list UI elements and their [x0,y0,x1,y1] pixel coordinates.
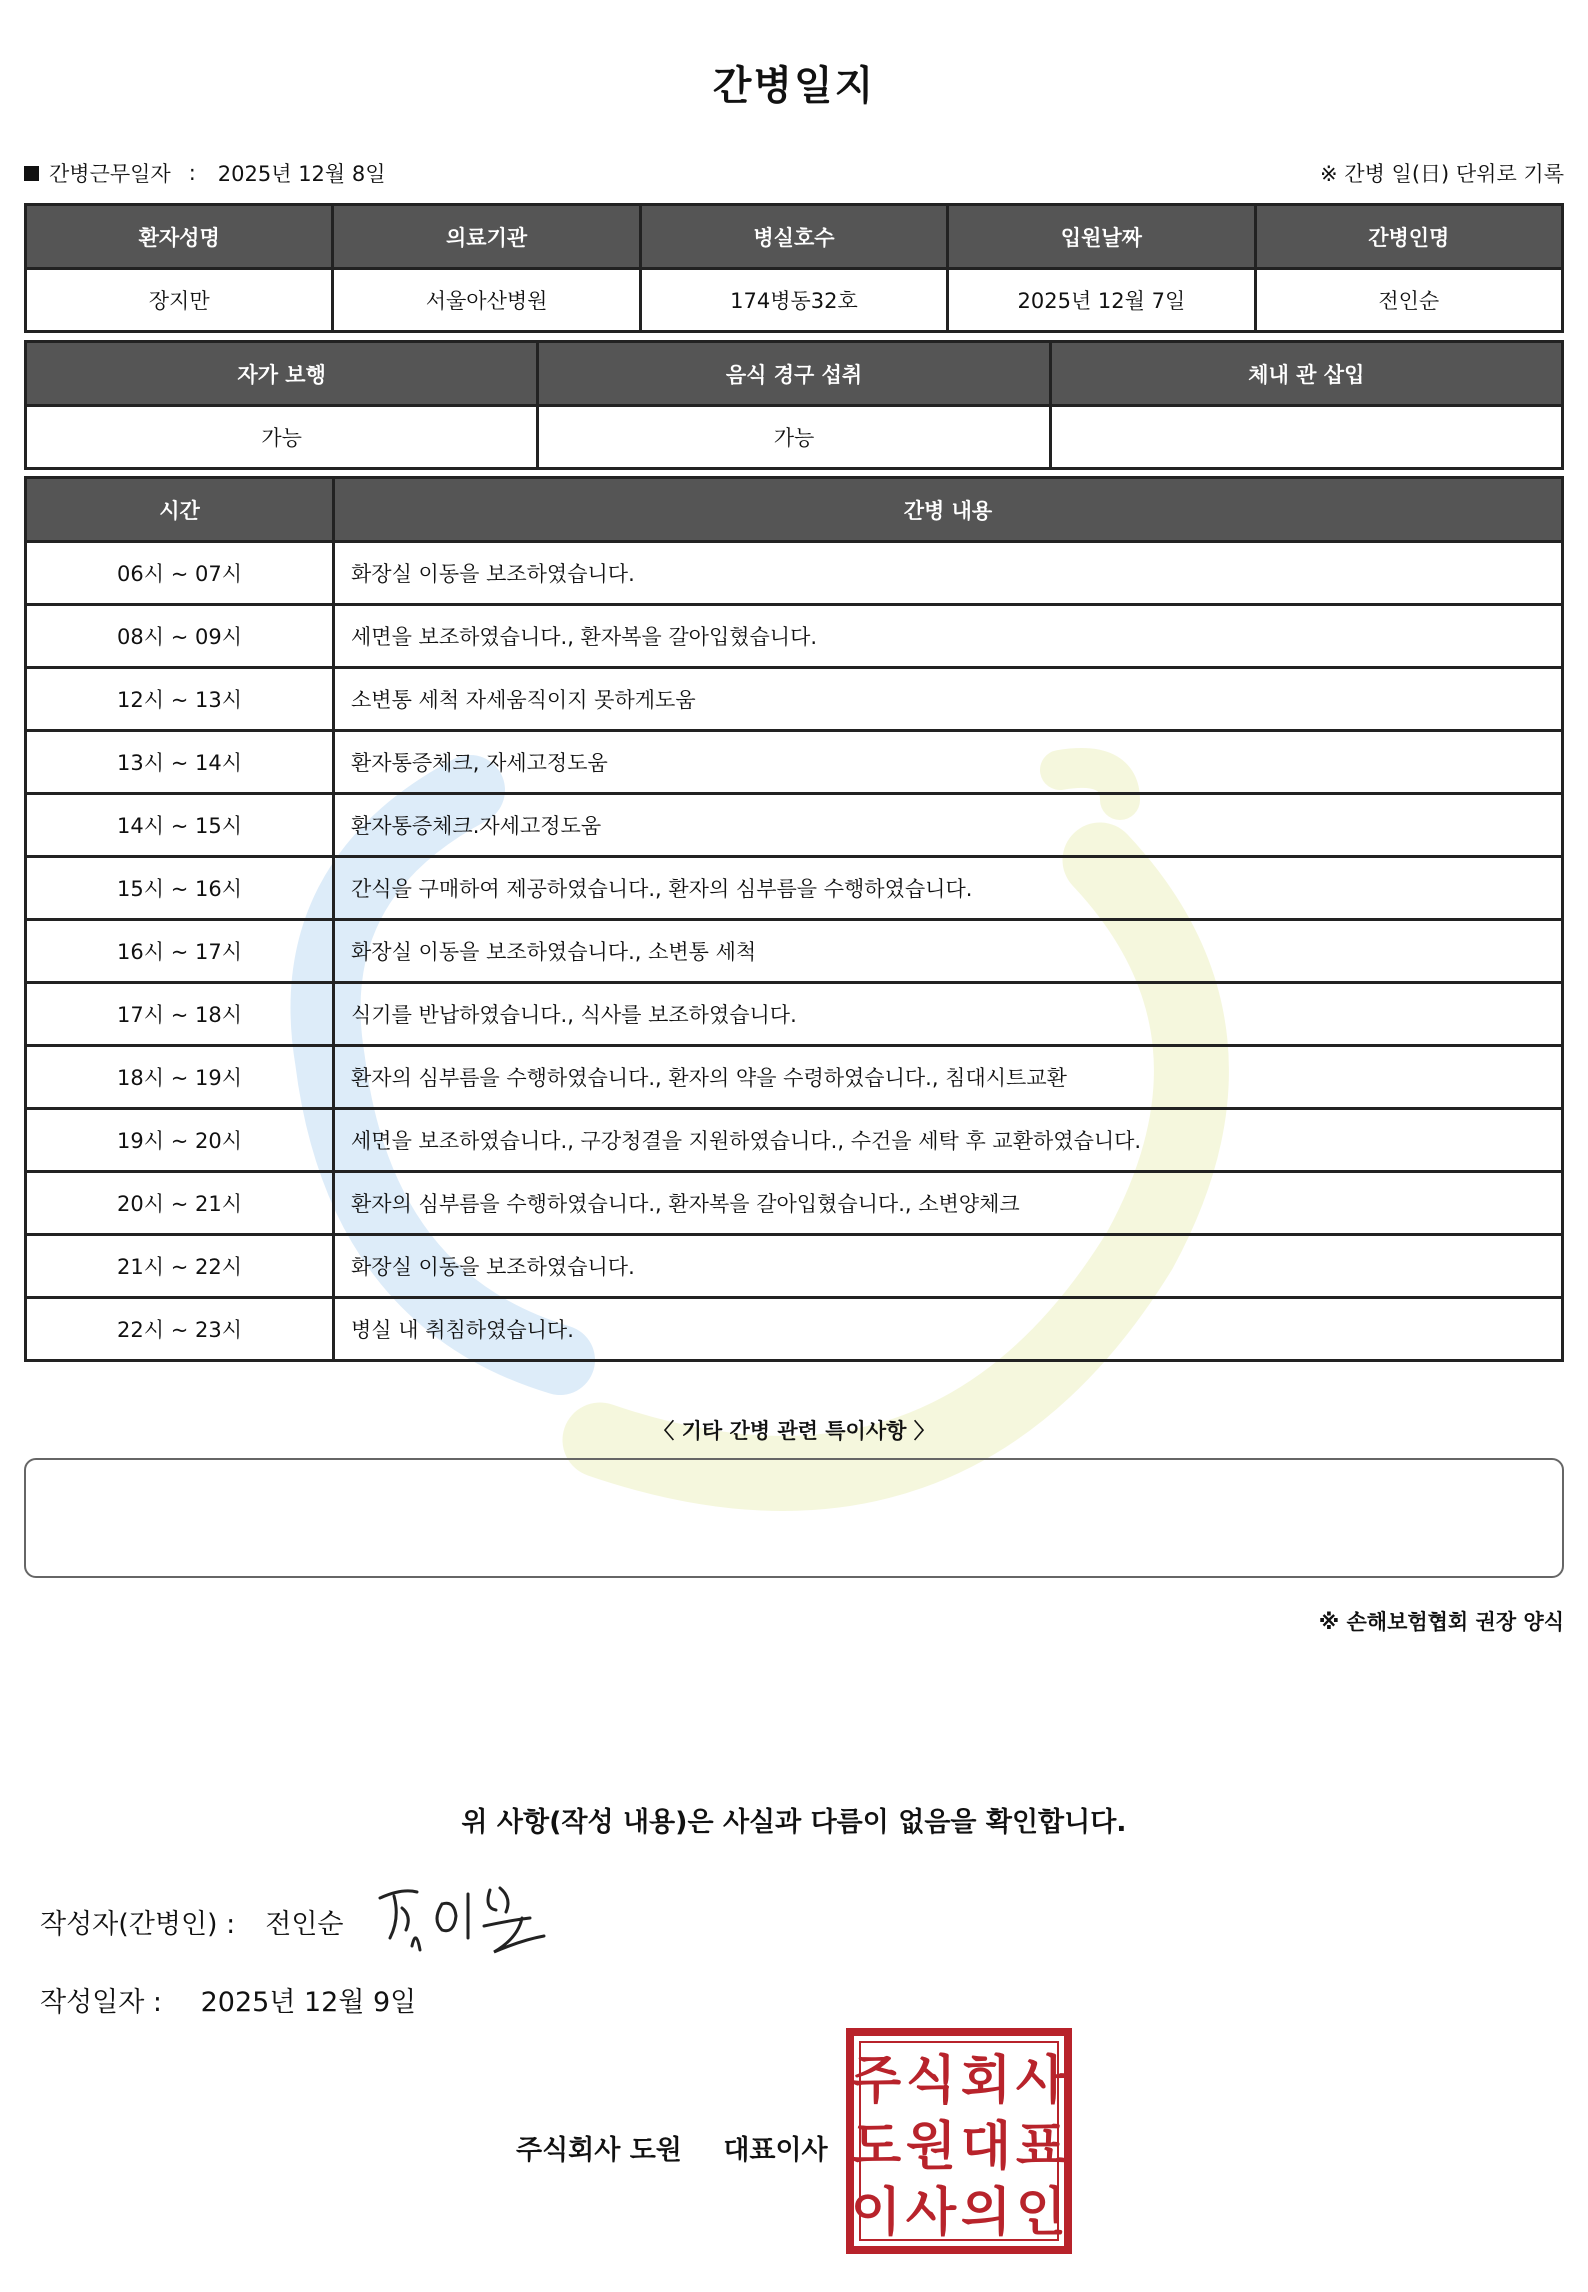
seal-character: 표 [1015,2117,1067,2177]
tube-insertion-value [1050,406,1562,469]
care-log-table [24,476,1564,1362]
handwritten-signature [372,1868,552,1958]
care-time: 08시 ~ 09시 [26,605,334,668]
header-hospital: 의료기관 [333,205,640,269]
room-number: 174병동32호 [640,269,947,332]
care-log-row [26,1298,1563,1361]
care-time: 19시 ~ 20시 [26,1109,334,1172]
care-log-row [26,983,1563,1046]
care-content: 환자의 심부름을 수행하였습니다., 환자복을 갈아입혔습니다., 소변양체크 [334,1172,1563,1235]
care-log-row [26,857,1563,920]
square-bullet-icon [24,166,39,181]
header-room: 병실호수 [640,205,947,269]
company-representative: 대표이사 [723,2135,828,2166]
seal-character: 대 [960,2117,1012,2177]
work-date-label: 간병근무일자 [49,162,171,186]
care-log-row [26,668,1563,731]
work-date-line [24,158,386,188]
writer-name: 전인순 [265,1909,344,1940]
care-log-header-row [26,478,1563,542]
care-content: 병실 내 취침하였습니다. [334,1298,1563,1361]
care-time: 06시 ~ 07시 [26,542,334,605]
seal-character: 원 [905,2117,957,2177]
care-content: 간식을 구매하여 제공하였습니다., 환자의 심부름을 수행하였습니다. [334,857,1563,920]
care-content: 세면을 보조하였습니다., 구강청결을 지원하였습니다., 수건을 세탁 후 교환하였습니다. [334,1109,1563,1172]
care-time: 17시 ~ 18시 [26,983,334,1046]
care-time: 12시 ~ 13시 [26,668,334,731]
hospital-name: 서울아산병원 [333,269,640,332]
care-time: 15시 ~ 16시 [26,857,334,920]
care-log-row [26,1172,1563,1235]
care-log-row [26,1046,1563,1109]
company-seal-stamp [846,2028,1072,2254]
seal-character: 인 [1015,2183,1067,2243]
written-date-label: 작성일자 : [40,1987,163,2018]
care-log-row [26,542,1563,605]
written-date-value: 2025년 12월 9일 [200,1987,417,2018]
care-log-row [26,1235,1563,1298]
seal-character: 주 [850,2051,902,2111]
patient-info-header-row [26,205,1563,269]
care-content: 화장실 이동을 보조하였습니다., 소변통 세척 [334,920,1563,983]
header-care-content: 간병 내용 [334,478,1563,542]
care-content: 세면을 보조하였습니다., 환자복을 갈아입혔습니다. [334,605,1563,668]
care-content: 화장실 이동을 보조하였습니다. [334,542,1563,605]
company-line [516,2128,828,2167]
care-time: 14시 ~ 15시 [26,794,334,857]
header-time: 시간 [26,478,334,542]
company-name: 주식회사 도원 [516,2135,682,2166]
care-log-row [26,731,1563,794]
header-oral-intake: 음식 경구 섭취 [538,342,1050,406]
care-time: 22시 ~ 23시 [26,1298,334,1361]
header-caregiver-name: 간병인명 [1255,205,1562,269]
patient-info-value-row [26,269,1563,332]
care-log-row [26,794,1563,857]
seal-character: 회 [960,2051,1012,2111]
status-header-row [26,342,1563,406]
work-date-colon: : [188,161,196,185]
patient-info-table [24,203,1564,333]
remarks-box [24,1458,1564,1578]
care-log-rows [26,542,1563,1361]
care-time: 21시 ~ 22시 [26,1235,334,1298]
header-admission-date: 입원날짜 [948,205,1255,269]
form-note: ※ 손해보험협회 권장 양식 [1318,1610,1564,1634]
seal-character: 사 [905,2183,957,2243]
oral-intake-value: 가능 [538,406,1050,469]
care-log-row [26,920,1563,983]
self-walking-value: 가능 [26,406,538,469]
care-log-row [26,605,1563,668]
seal-character: 이 [850,2183,902,2243]
admission-date: 2025년 12월 7일 [948,269,1255,332]
care-time: 13시 ~ 14시 [26,731,334,794]
header-tube-insertion: 체내 관 삽입 [1050,342,1562,406]
care-time: 18시 ~ 19시 [26,1046,334,1109]
confirmation-statement: 위 사항(작성 내용)은 사실과 다름이 없음을 확인합니다. [461,1807,1127,1838]
writer-label: 작성자(간병인) : [40,1909,236,1940]
patient-name: 장지만 [26,269,333,332]
seal-character: 도 [850,2117,902,2177]
care-content: 화장실 이동을 보조하였습니다. [334,1235,1563,1298]
care-log-row [26,1109,1563,1172]
written-date-line [40,1980,416,2019]
status-value-row [26,406,1563,469]
care-time: 20시 ~ 21시 [26,1172,334,1235]
header-self-walking: 자가 보행 [26,342,538,406]
care-content: 소변통 세척 자세움직이지 못하게도움 [334,668,1563,731]
care-time: 16시 ~ 17시 [26,920,334,983]
patient-status-table [24,340,1564,470]
care-content: 환자의 심부름을 수행하였습니다., 환자의 약을 수령하였습니다., 침대시트교환 [334,1046,1563,1109]
writer-line [40,1902,344,1941]
work-date-value: 2025년 12월 8일 [217,162,386,186]
unit-note: ※ 간병 일(日) 단위로 기록 [1320,162,1564,186]
care-content: 환자통증체크, 자세고정도움 [334,731,1563,794]
seal-character: 식 [905,2051,957,2111]
document-title: 간병일지 [712,63,876,109]
care-content: 식기를 반납하였습니다., 식사를 보조하였습니다. [334,983,1563,1046]
seal-character: 의 [960,2183,1012,2243]
care-content: 환자통증체크.자세고정도움 [334,794,1563,857]
seal-character: 사 [1015,2051,1067,2111]
header-patient-name: 환자성명 [26,205,333,269]
remarks-title: 〈 기타 간병 관련 특이사항 〉 [653,1419,935,1443]
caregiver-name: 전인순 [1255,269,1562,332]
